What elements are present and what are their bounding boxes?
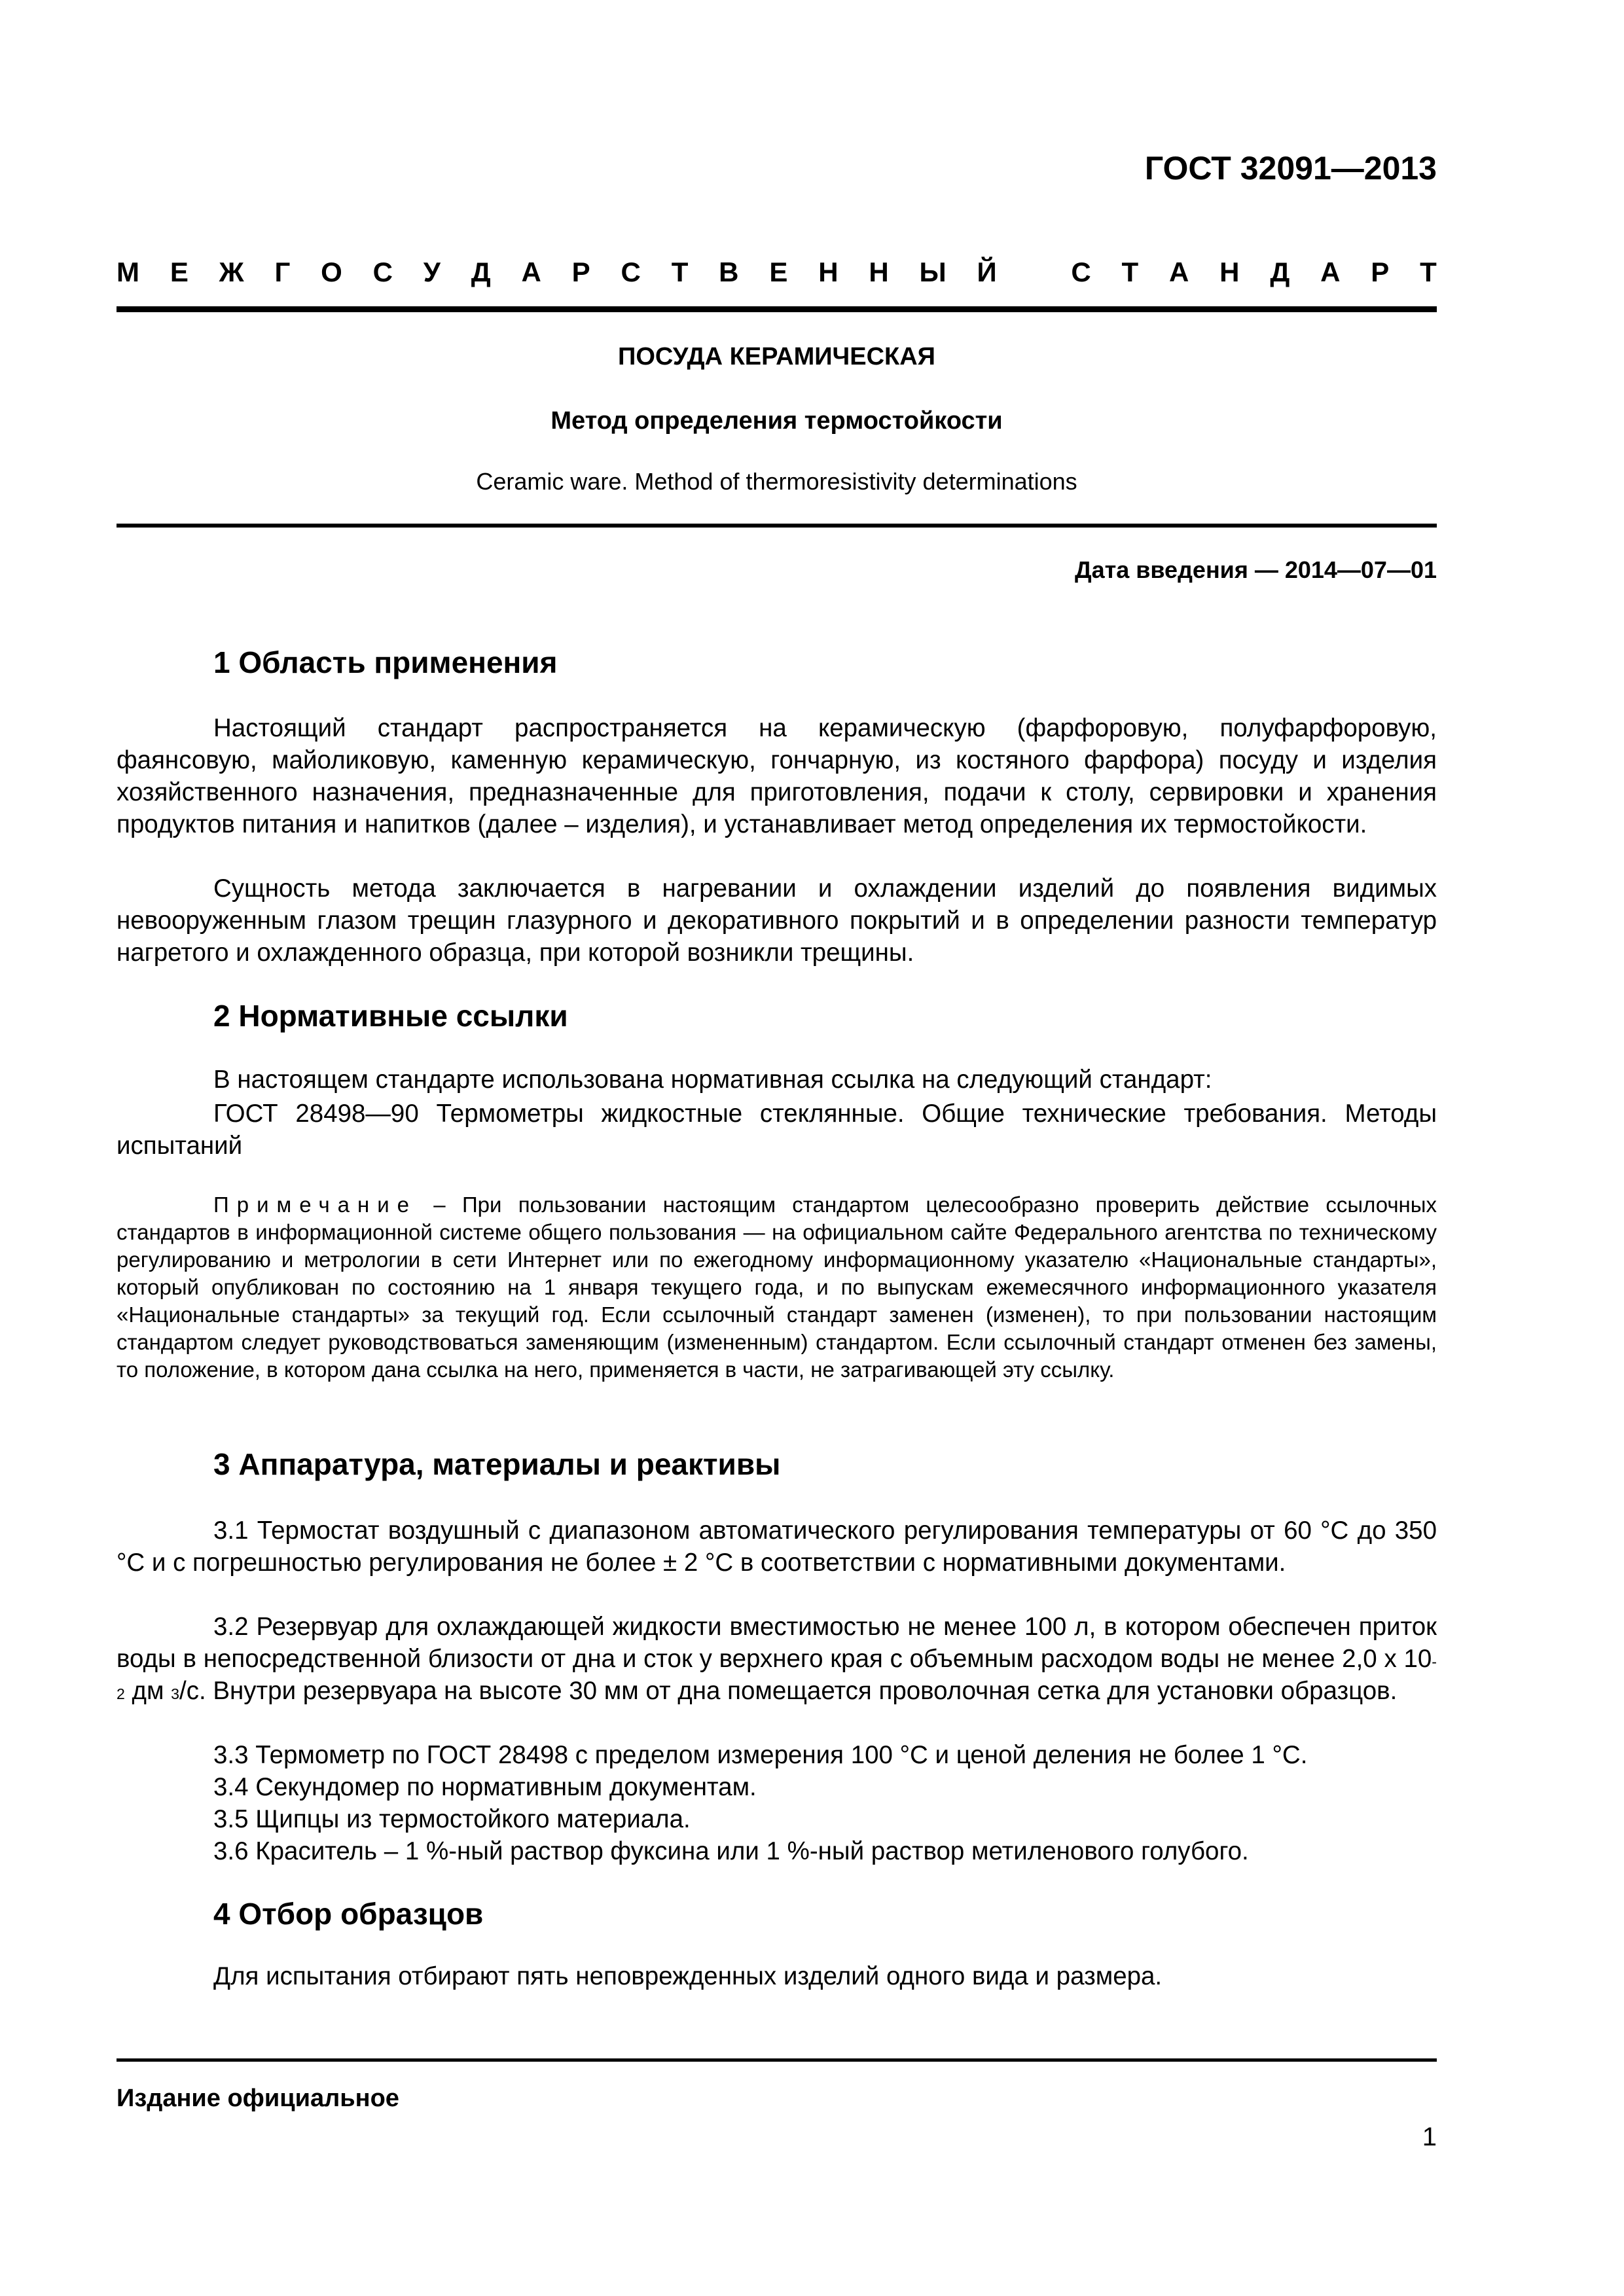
banner-letter: С bbox=[372, 257, 393, 287]
banner-letter: В bbox=[719, 257, 739, 287]
banner-letter: Н bbox=[818, 257, 839, 287]
section-2-paragraph-1: В настоящем стандарте использована нормативная ссылка на следующий стандарт: bbox=[213, 1066, 1212, 1094]
clause-3-6: 3.6 Краситель – 1 %-ный раствор фуксина или 1 %-ный раствор метиленового голубого. bbox=[213, 1837, 1249, 1865]
clause-3-3: 3.3 Термометр по ГОСТ 28498 с пределом измерения 100 °С и ценой деления не более 1 °С. bbox=[213, 1741, 1308, 1769]
official-edition-label: Издание официальное bbox=[117, 2085, 399, 2112]
banner-letter: Т bbox=[1121, 257, 1139, 287]
footer-rule bbox=[117, 2058, 1437, 2062]
banner-letter: С bbox=[621, 257, 641, 287]
banner-letter: Р bbox=[571, 257, 590, 287]
banner-letter: А bbox=[521, 257, 541, 287]
standard-title: ПОСУДА КЕРАМИЧЕСКАЯ bbox=[618, 343, 935, 370]
section-4-heading: 4 Отбор образцов bbox=[213, 1897, 484, 1931]
note-label: Примечание bbox=[213, 1193, 418, 1217]
note-text: – При пользовании настоящим стандартом целесообразно проверить действие ссылочных стандартов в информационной системе общего пользования — на официальном сайте Федерального агентства по техническому регулированию и метрологии в сети Интернет или по ежегодному информационному указателю «Национальные стандарты», который опубликован по состоянию на 1 января текущего года, и по выпускам ежемесячного информационного указателя «Национальные стандарты» за текущий год. Если ссылочный стандарт заменен (изменен), то при пользовании настоящим стандартом следует руководствоваться заменяющим (измененным) стандартом. Если ссылочный стандарт отменен без замены, то положение, в котором дана ссылка на него, применяется в части, не затрагивающей эту ссылку. bbox=[117, 1193, 1437, 1382]
banner-letter: М bbox=[117, 257, 139, 287]
banner-letter: О bbox=[321, 257, 342, 287]
section-2-paragraph-2: ГОСТ 28498—90 Термометры жидкостные стеклянные. Общие технические требования. Методы испытаний bbox=[117, 1100, 1437, 1160]
banner-letter: Г bbox=[274, 257, 291, 287]
banner-letter: Ы bbox=[919, 257, 947, 287]
banner-letter: Ж bbox=[219, 257, 244, 287]
banner-letter: А bbox=[1320, 257, 1341, 287]
document-number: ГОСТ 32091—2013 bbox=[1144, 150, 1437, 187]
standard-subtitle: Метод определения термостойкости bbox=[550, 407, 1003, 435]
banner-letter bbox=[1028, 257, 1041, 288]
clause-3-5: 3.5 Щипцы из термостойкого материала. bbox=[213, 1805, 691, 1833]
clause-3-2: 3.2 Резервуар для охлаждающей жидкости вместимостью не менее 100 л, в котором обеспечен приток воды в непосредственной близости от дна и сток у верхнего края с объемным расходом воды не менее 2,0 х $10^{-2}$ дм $^3$/с. Внутри резервуара на высоте 30 мм от дна помещается проволочная сетка для установки образцов. bbox=[117, 1613, 1437, 1705]
banner-letter: Д bbox=[471, 257, 491, 287]
clause-3-1: 3.1 Термостат воздушный с диапазоном автоматического регулирования температуры от 60 °С до 350 °С и с погрешностью регулирования не более ± 2 °С в соответствии с нормативными документами. bbox=[117, 1516, 1437, 1577]
english-title: Ceramic ware. Method of thermoresistivity determinations bbox=[476, 468, 1077, 495]
clause-list bbox=[213, 1739, 1307, 1867]
banner-letter: Р bbox=[1371, 257, 1390, 287]
banner-letter: Е bbox=[769, 257, 788, 287]
banner-letter: Е bbox=[170, 257, 189, 287]
banner-letter: Н bbox=[1219, 257, 1240, 287]
page-number: 1 bbox=[1422, 2123, 1437, 2151]
banner-letter: Т bbox=[1420, 257, 1437, 287]
section-2-heading: 2 Нормативные ссылки bbox=[213, 999, 568, 1033]
section-1-heading: 1 Область применения bbox=[213, 645, 558, 679]
introduction-date: Дата введения — 2014—07—01 bbox=[1074, 556, 1437, 583]
section-1-paragraph-2: Сущность метода заключается в нагревании и охлаждении изделий до появления видимых невооруженным глазом трещин глазурного и декоративного покрытий и в определении разности температур нагретого и охлажденного образца, при которой возникли трещины. bbox=[117, 874, 1437, 967]
banner-letter: Й bbox=[977, 257, 997, 287]
banner-letter: Т bbox=[671, 257, 689, 287]
section-3-heading: 3 Аппаратура, материалы и реактивы bbox=[213, 1447, 781, 1481]
header-rule-thick bbox=[117, 306, 1437, 312]
section-4-paragraph-1: Для испытания отбирают пять неповрежденных изделий одного вида и размера. bbox=[213, 1962, 1163, 1990]
interstate-standard-banner bbox=[117, 257, 1437, 288]
section-2-note bbox=[117, 1191, 1437, 1384]
banner-letter: Д bbox=[1270, 257, 1290, 287]
title-rule bbox=[117, 524, 1437, 528]
banner-letter: У bbox=[423, 257, 441, 287]
clause-3-4: 3.4 Секундомер по нормативным документам. bbox=[213, 1773, 757, 1801]
banner-letter: Н bbox=[869, 257, 889, 287]
banner-letter: С bbox=[1071, 257, 1091, 287]
section-1-paragraph-1: Настоящий стандарт распространяется на керамическую (фарфоровую, полуфарфоровую, фаянсовую, майоликовую, каменную керамическую, гончарную, из костяного фарфора) посуду и изделия хозяйственного назначения, предназначенные для приготовления, подачи к столу, сервировки и хранения продуктов питания и напитков (далее – изделия), и устанавливает метод определения их термостойкости. bbox=[117, 714, 1437, 838]
banner-letter: А bbox=[1168, 257, 1189, 287]
